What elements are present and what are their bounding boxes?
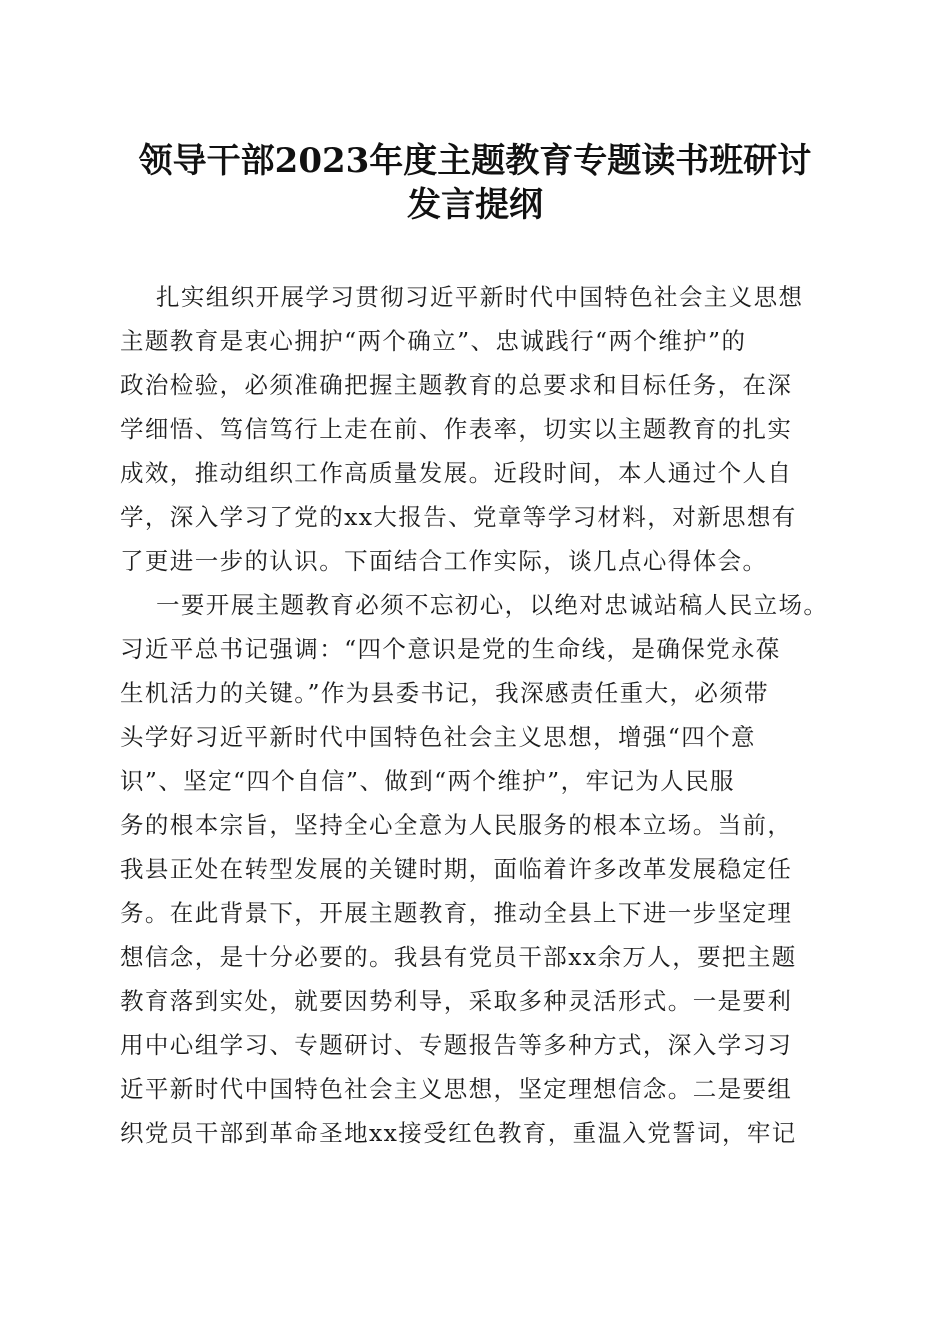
paragraph-2-line-3: 生机活力的关键。”作为县委书记，我深感责任重大，必须带 — [120, 679, 770, 707]
paragraph-2-line-12: 近平新时代中国特色社会主义思想，坚定理想信念。二是要组 — [120, 1075, 793, 1103]
paragraph-1-line-3: 政治检验，必须准确把握主题教育的总要求和目标任务，在深 — [120, 371, 793, 399]
document-title-line-1: 领导干部2023年度主题教育专题读书班研讨 — [138, 141, 812, 181]
paragraph-2-line-13: 织党员干部到革命圣地xx接受红色教育，重温入党誓词，牢记 — [120, 1119, 797, 1147]
paragraph-1-line-2: 主题教育是衷心拥护“两个确立”、忠诚践行“两个维护”的 — [120, 327, 747, 355]
paragraph-2-line-11: 用中心组学习、专题研讨、专题报告等多种方式，深入学习习 — [120, 1031, 793, 1059]
paragraph-1-line-4: 学细悟、笃信笃行上走在前、作表率，切实以主题教育的扎实 — [120, 415, 793, 443]
paragraph-1-line-5: 成效，推动组织工作高质量发展。近段时间，本人通过个人自 — [120, 459, 793, 487]
paragraph-2-line-2: 习近平总书记强调：“四个意识是党的生命线，是确保党永葆 — [120, 635, 781, 663]
paragraph-2-line-6: 务的根本宗旨，坚持全心全意为人民服务的根本立场。当前， — [120, 811, 793, 839]
paragraph-2-line-4: 头学好习近平新时代中国特色社会主义思想，增强“四个意 — [120, 723, 756, 751]
paragraph-2-line-9: 想信念，是十分必要的。我县有党员干部xx余万人，要把主题 — [120, 943, 797, 971]
paragraph-2-line-1: 一要开展主题教育必须不忘初心，以绝对忠诚站稿人民立场。 — [156, 591, 829, 619]
paragraph-1-line-1: 扎实组织开展学习贯彻习近平新时代中国特色社会主义思想 — [156, 283, 804, 311]
paragraph-2-line-5: 识”、坚定“四个自信”、做到“两个维护”，牢记为人民服 — [120, 767, 735, 795]
paragraph-1-line-6: 学，深入学习了党的xx大报告、党章等学习材料，对新思想有 — [120, 503, 797, 531]
paragraph-2-line-10: 教育落到实处，就要因势利导，采取多种灵活形式。一是要利 — [120, 987, 793, 1015]
paragraph-2-line-7: 我县正处在转型发展的关键时期，面临着许多改革发展稳定任 — [120, 855, 793, 883]
document-title-line-2: 发言提纲 — [407, 185, 543, 225]
paragraph-1-line-7: 了更进一步的认识。下面结合工作实际，谈几点心得体会。 — [120, 547, 768, 575]
paragraph-2-line-8: 务。在此背景下，开展主题教育，推动全县上下进一步坚定理 — [120, 899, 793, 927]
